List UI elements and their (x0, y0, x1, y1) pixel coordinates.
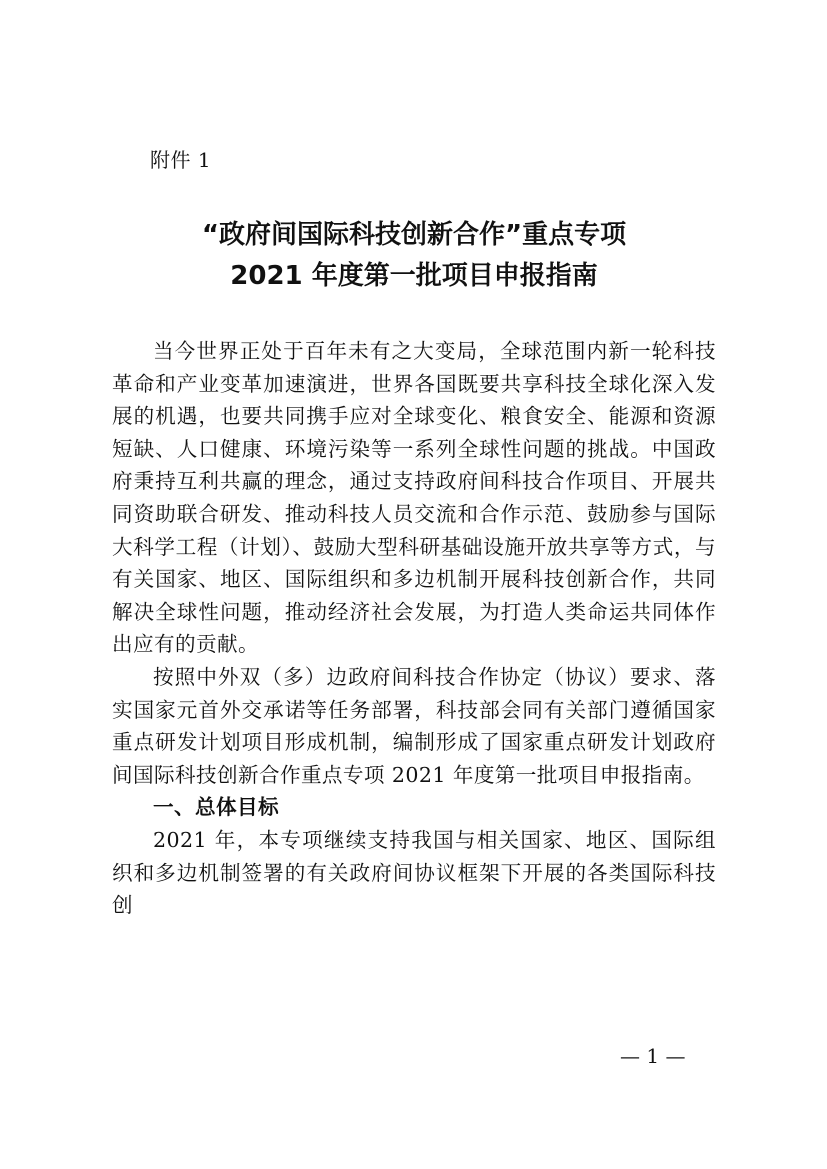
paragraph-guideline: 按照中外双（多）边政府间科技合作协定（协议）要求、落实国家元首外交承诺等任务部署，科技部会同有关部门遵循国家重点研发计划项目形成机制，编制形成了国家重点研发计划政府间国际科技创新合作重点专项 2021 年度第一批项目申报指南。 (112, 664, 716, 787)
document-title-line-1: “政府间国际科技创新合作”重点专项 (201, 220, 627, 250)
document-body (112, 335, 716, 922)
paragraph-goal: 2021 年，本专项继续支持我国与相关国家、地区、国际组织和多边机制签署的有关政府间协议框架下开展的各类国际科技创 (112, 827, 716, 918)
page-number: — 1 — (620, 1044, 686, 1068)
attachment-label: 附件 1 (150, 148, 212, 172)
document-title-line-2: 2021 年度第一批项目申报指南 (230, 261, 598, 291)
section-heading-overall-goal: 一、总体目标 (153, 795, 279, 820)
paragraph-intro: 当今世界正处于百年未有之大变局，全球范围内新一轮科技革命和产业变革加速演进，世界各国既要共享科技全球化深入发展的机遇，也要共同携手应对全球变化、粮食安全、能源和资源短缺、人口健康、环境污染等一系列全球性问题的挑战。中国政府秉持互利共赢的理念，通过支持政府间科技合作项目、开展共同资助联合研发、推动科技人员交流和合作示范、鼓励参与国际大科学工程（计划）、鼓励大型科研基础设施开放共享等方式，与有关国家、地区、国际组织和多边机制开展科技创新合作，共同解决全球性问题，推动经济社会发展，为打造人类命运共同体作出应有的贡献。 (112, 339, 716, 657)
